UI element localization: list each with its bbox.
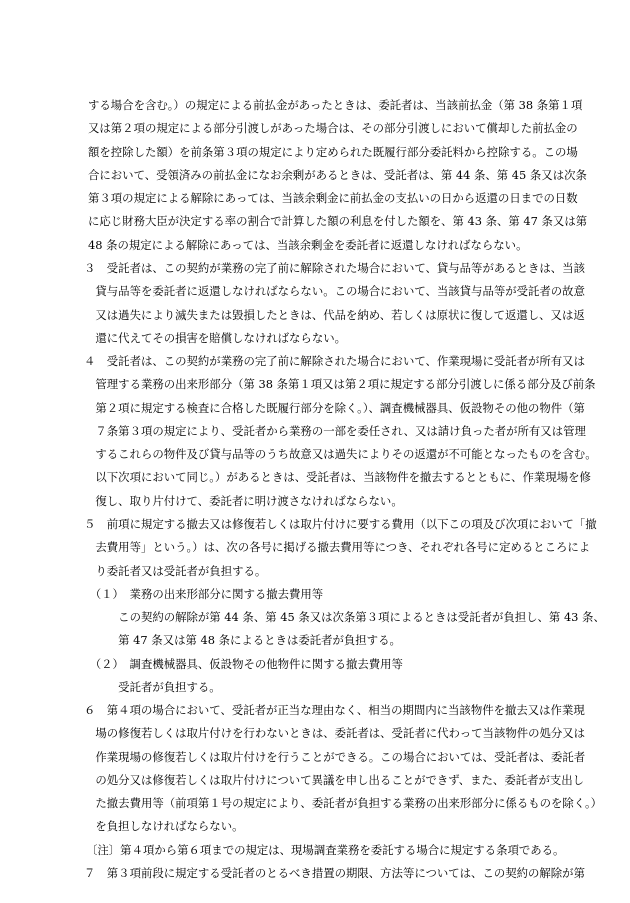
text-line: （２） 調査機械器具、仮設物その他物件に関する撤去費用等: [84, 656, 403, 671]
text-line: 以下次項において同じ。）があるときは、受託者は、当該物件を撤去するとともに、作業現場を修: [84, 470, 591, 485]
text-line: 去費用等」という。）は、次の各号に掲げる撤去費用等につき、それぞれ各号に定めるところによ: [84, 540, 591, 555]
text-line: 管理する業務の出来形部分（第 38 条第１項又は第２項に規定する部分引渡しに係る部分及び前条: [84, 377, 596, 392]
text-line: 第 47 条又は第 48 条によるときは委託者が負担する。: [84, 633, 401, 648]
paragraph-6: [84, 699, 603, 839]
text-line: 〔注〕第４項から第６項までの規定は、現場調査業務を委託する場合に規定する条項である。: [86, 843, 565, 857]
text-line: 復し、取り片付けて、委託者に明け渡さなければならない。: [84, 493, 403, 508]
text-line: する場合を含む。）の規定による前払金があったときは、委託者は、当該前払金（第 38 条第１項: [88, 98, 583, 112]
text-line: 第２項に規定する検査に合格した既履行部分を除く。）、調査機械器具、仮設物その他の物件（第: [84, 400, 585, 415]
text-line: ３ 受託者は、この契約が業務の完了前に解除された場合において、貸与品等があるときは、当該: [84, 261, 585, 275]
text-line: 又は過失により滅失または毀損したときは、代品を納め、若しくは原状に復して返還し、又は返: [84, 307, 585, 322]
text-line: 第３項の規定による解除にあっては、当該余剰金に前払金の支払いの日から返還の日までの日数: [88, 191, 578, 205]
text-line: 48 条の規定による解除にあっては、当該余剰金を委託者に返還しなければならない。: [88, 237, 528, 252]
text-line: 作業現場の修復若しくは取片付けを行うことができる。この場合においては、受託者は、委託者: [84, 749, 586, 764]
paragraph-3: [84, 257, 585, 350]
text-line: ６ 第４項の場合において、受託者が正当な理由なく、相当の期間内に当該物件を撤去又は作業現: [84, 703, 585, 717]
text-line: ４ 受託者は、この契約が業務の完了前に解除された場合において、作業現場に受託者が所有又は: [84, 354, 585, 368]
paragraph-7: [84, 862, 585, 885]
text-line: 合において、受領済みの前払金になお余剰があるときは、受託者は、第 44 条、第 45 条又は次条: [88, 167, 587, 182]
text-line: ７ 第３項前段に規定する受託者のとるべき措置の期限、方法等については、この契約の解除が第: [84, 866, 585, 880]
paragraph-continuation: [88, 94, 588, 257]
text-line: （１） 業務の出来形部分に関する撤去費用等: [84, 586, 324, 601]
paragraph-4: [84, 350, 597, 513]
text-line: 額を控除した額）を前条第３項の規定により定められた既履行部分委託料から控除する。この場: [88, 144, 578, 159]
text-line: 貸与品等を委託者に返還しなければならない。この場合において、当該貸与品等が受託者の故意: [84, 284, 585, 299]
text-line: を負担しなければならない。: [84, 819, 244, 834]
paragraph-5: [84, 513, 605, 699]
text-line: この契約の解除が第 44 条、第 45 条又は次条第３項によるときは受託者が負担し、第 43 条、: [84, 610, 605, 624]
text-line: の処分又は修復若しくは取片付けについて異議を申し出ることができず、また、委託者が支出し: [84, 772, 585, 787]
text-line: 又は第２項の規定による部分引渡しがあった場合は、その部分引渡しにおいて償却した前払金の: [88, 121, 578, 136]
text-line: り委託者又は受託者が負担する。: [84, 563, 267, 578]
text-line: ５ 前項に規定する撤去又は修復若しくは取片付けに要する費用（以下この項及び次項において「撤: [84, 517, 597, 531]
text-line: 還に代えてその損害を賠償しなければならない。: [84, 330, 346, 345]
text-line: 場の修復若しくは取片付けを行わないときは、委託者は、受託者に代わって当該物件の処分又は: [84, 726, 586, 741]
text-line: 受託者が負担する。: [84, 679, 221, 694]
text-line: た撤去費用等（前項第１号の規定により、委託者が負担する業務の出来形部分に係るものを除く。）: [84, 796, 603, 810]
note: [86, 839, 565, 862]
text-line: するこれらの物件及び貸与品等のうち故意又は過失によりその返還が不可能となったものを含む。: [84, 447, 597, 461]
text-line: ７条第３項の規定により、受託者から業務の一部を委任され、又は請け負った者が所有又は管理: [84, 423, 586, 438]
text-line: に応じ財務大臣が決定する率の割合で計算した額の利息を付した額を、第 43 条、第 47 条又は第: [88, 214, 588, 229]
